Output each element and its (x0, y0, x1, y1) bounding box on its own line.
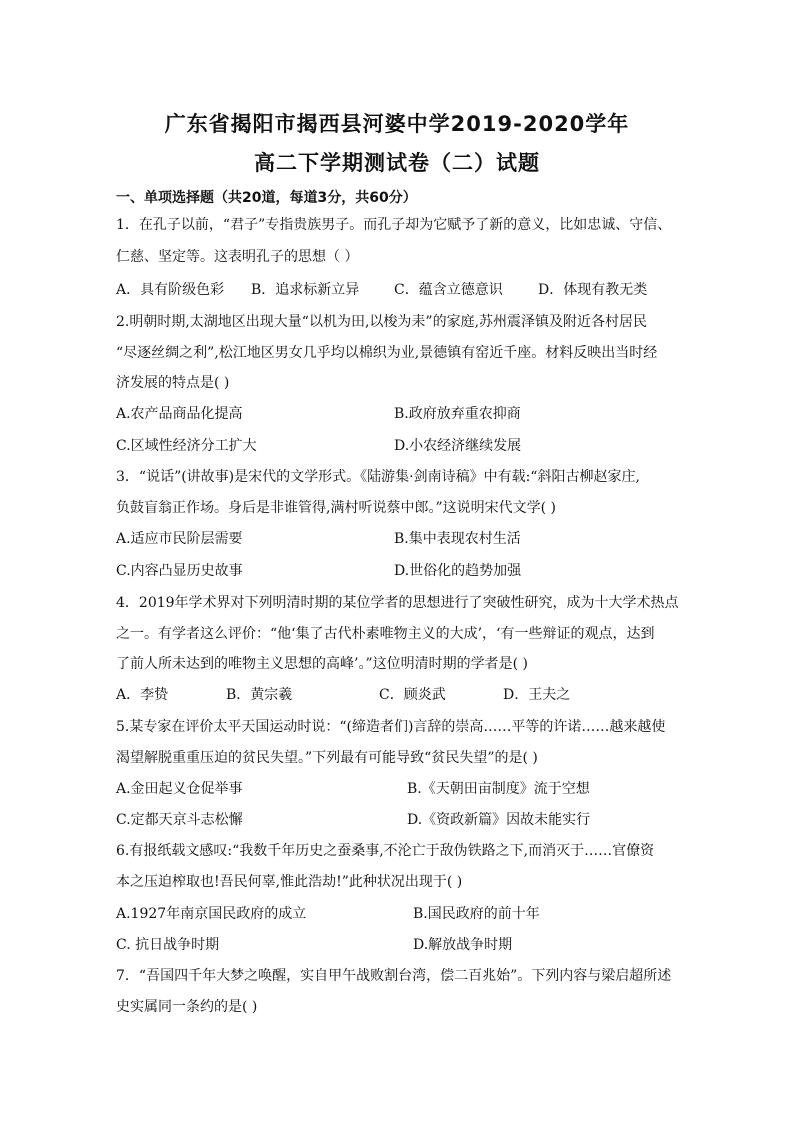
question-6-line-1: 6.有报纸载文感叹:“我数千年历史之蚕桑事,不沦亡于敌伪铁路之下,而消灭于……官僚资 (116, 843, 655, 859)
question-3-option-c[interactable]: C.内容凸显历史故事 (116, 563, 243, 579)
question-4-line-3: 了前人所未达到的唯物主义思想的高峰’。”这位明清时期的学者是( ) (116, 656, 528, 672)
question-6-option-d[interactable]: D.解放战争时期 (413, 937, 513, 953)
question-5-line-2: 渴望解脱重重压迫的贫民失望。”下列最有可能导致“贫民失望”的是( ) (116, 750, 538, 766)
question-4-option-c[interactable]: C．顾炎武 (379, 687, 446, 703)
section-heading: 一、单项选择题（共20道，每道3分，共60分） (116, 190, 417, 206)
question-2-line-3: 济发展的特点是( ) (116, 375, 230, 391)
question-1-option-a[interactable]: A．具有阶级色彩 (116, 282, 225, 298)
question-1-option-c[interactable]: C．蕴含立德意识 (394, 282, 503, 298)
question-2-option-c[interactable]: C.区域性经济分工扩大 (116, 438, 257, 454)
question-2-option-b[interactable]: B.政府放弃重农抑商 (394, 406, 521, 422)
question-5-option-c[interactable]: C.定都天京斗志松懈 (116, 812, 243, 828)
exam-title-line-2: 高二下学期测试卷（二）试题 (254, 151, 540, 175)
question-2-option-a[interactable]: A.农产品商品化提高 (116, 406, 243, 422)
question-3-option-a[interactable]: A.适应市民阶层需要 (116, 531, 243, 547)
question-4-option-b[interactable]: B．黄宗羲 (226, 687, 293, 703)
question-3-option-b[interactable]: B.集中表现农村生活 (394, 531, 521, 547)
question-5-option-d[interactable]: D.《资政新篇》因故未能实行 (407, 812, 591, 828)
question-2-option-d[interactable]: D.小农经济继续发展 (394, 438, 522, 454)
question-1-line-1: 1．在孔子以前，“君子”专指贵族男子。而孔子却为它赋予了新的意义，比如忠诚、守信、 (116, 217, 672, 233)
question-6-option-b[interactable]: B.国民政府的前十年 (413, 906, 540, 922)
question-5-line-1: 5.某专家在评价太平天国运动时说：“(缔造者们)言辞的崇高……平等的许诺……越来越使 (116, 719, 666, 735)
question-6-option-c[interactable]: C. 抗日战争时期 (116, 937, 220, 953)
question-5-option-a[interactable]: A.金田起义仓促举事 (116, 781, 243, 797)
question-4-line-1: 4．2019年学术界对下列明清时期的某位学者的思想进行了突破性研究，成为十大学术热点 (116, 595, 679, 611)
question-5-option-b[interactable]: B.《天朝田亩制度》流于空想 (407, 781, 590, 797)
question-3-option-d[interactable]: D.世俗化的趋势加强 (394, 563, 522, 579)
question-4-option-a[interactable]: A．李贽 (116, 687, 169, 703)
question-7-line-1: 7．“吾国四千年大梦之唤醒，实自甲午战败割台湾，偿二百兆始”。下列内容与梁启超所述 (116, 968, 672, 984)
question-1-option-b[interactable]: B．追求标新立异 (251, 282, 360, 298)
question-1-line-2: 仁慈、坚定等。这表明孔子的思想（ ） (116, 249, 359, 265)
question-6-option-a[interactable]: A.1927年南京国民政府的成立 (116, 906, 307, 922)
question-3-line-1: 3．“说话”(讲故事)是宋代的文学形式。《陆游集·剑南诗稿》中有载:“斜阳古柳赵家庄, (116, 469, 640, 485)
question-7-line-2: 史实属同一条约的是( ) (116, 999, 258, 1015)
question-1-option-d[interactable]: D．体现有教无类 (538, 282, 648, 298)
question-6-line-2: 本之压迫榨取也!吾民何辜,惟此浩劫!”此种状况出现于( ) (116, 874, 463, 890)
question-4-option-d[interactable]: D．王夫之 (503, 687, 571, 703)
question-3-line-2: 负鼓盲翁正作场。身后是非谁管得,满村听说蔡中郎。”这说明宋代文学( ) (116, 500, 556, 516)
exam-title-line-1: 广东省揭阳市揭西县河婆中学2019-2020学年 (164, 112, 630, 136)
question-2-line-1: 2.明朝时期,太湖地区出现大量“以机为田,以梭为耒”的家庭,苏州震泽镇及附近各村居民 (116, 314, 648, 330)
question-4-line-2: 之一。有学者这么评价：“他‘集了古代朴素唯物主义的大成’，‘有一些辩证的观点，达到 (116, 626, 655, 642)
question-2-line-2: “尽逐丝绸之利”,松江地区男女几乎均以棉织为业,景德镇有窑近千座。材料反映出当时经 (116, 345, 658, 361)
